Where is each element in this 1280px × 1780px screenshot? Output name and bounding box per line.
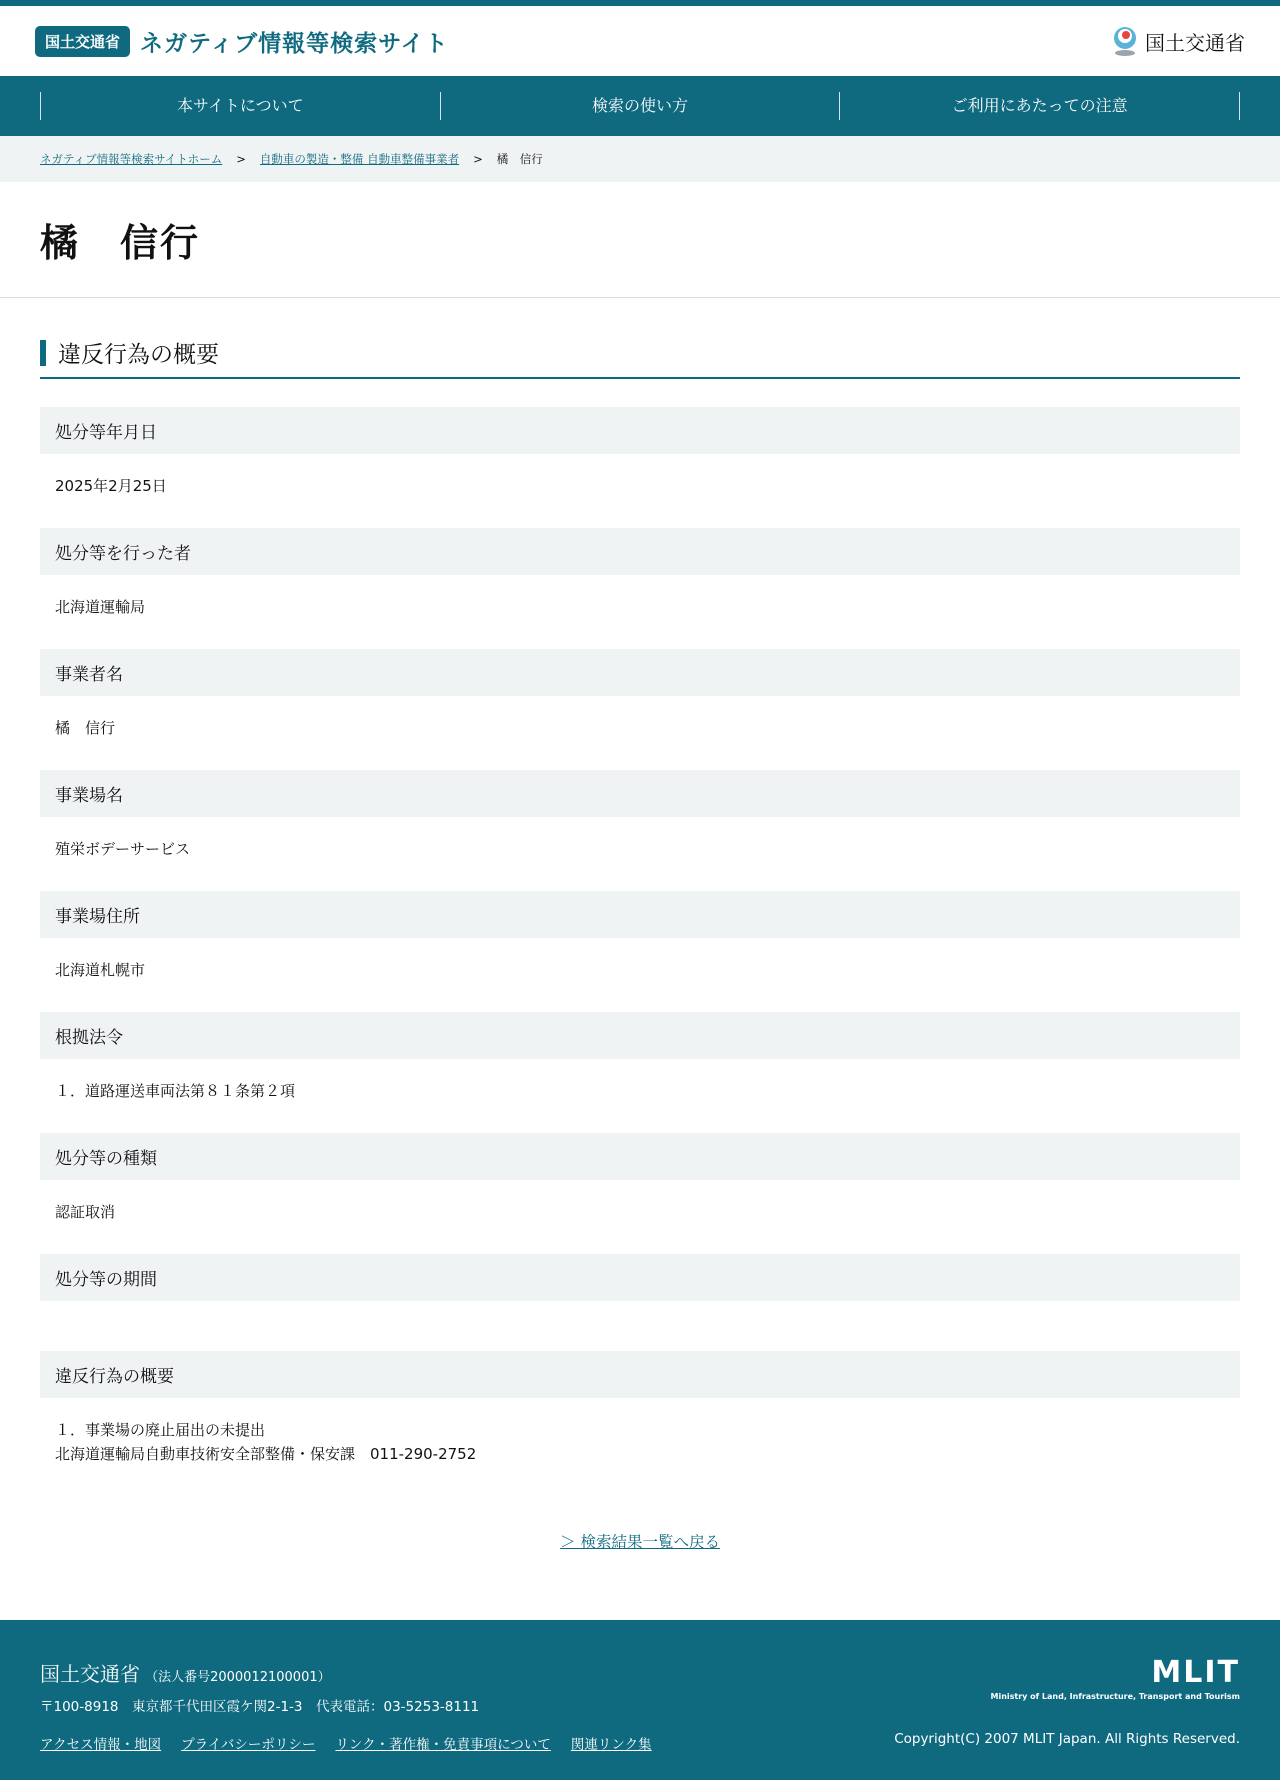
footer-address: 〒100-8918 東京都千代田区霞ケ関2-1-3 代表電話：03-5253-8111	[40, 1699, 480, 1715]
footer-info	[40, 1658, 652, 1780]
ministry-logo[interactable]	[1111, 25, 1245, 57]
site-footer	[0, 1620, 1280, 1780]
footer-branding	[894, 1655, 1240, 1780]
nav-item-about[interactable]: 本サイトについて	[40, 92, 440, 120]
breadcrumb-home-link[interactable]: ネガティブ情報等検索サイトホーム	[40, 152, 223, 166]
global-nav	[0, 76, 1280, 136]
field-value-legal-basis: １．道路運送車両法第８１条第２項	[55, 1082, 296, 1100]
field-value-disposition-date: 2025年2月25日	[55, 477, 167, 495]
breadcrumb	[0, 136, 1280, 182]
mlit-wordmark-logo: MLIT	[1151, 1655, 1240, 1690]
field-label-disposition-type: 処分等の種類	[40, 1133, 1240, 1180]
breadcrumb-current: 橘 信行	[496, 152, 543, 166]
back-to-results-link[interactable]: ＞ 検索結果一覧へ戻る	[560, 1533, 720, 1551]
field-value-violation-summary	[40, 1398, 1240, 1492]
site-title: ネガティブ情報等検索サイト	[140, 30, 449, 57]
footer-link-access[interactable]: アクセス情報・地図	[40, 1737, 162, 1753]
breadcrumb-category-link[interactable]: 自動車の製造・整備 自動車整備事業者	[259, 152, 460, 166]
field-label-business-name: 事業者名	[40, 649, 1240, 696]
main-content	[0, 298, 1280, 1552]
field-label-site-name: 事業場名	[40, 770, 1240, 817]
field-label-disposition-period: 処分等の期間	[40, 1254, 1240, 1301]
page-title-area	[0, 182, 1280, 298]
field-value-issuer: 北海道運輸局	[55, 598, 146, 616]
field-label-violation-summary: 違反行為の概要	[40, 1351, 1240, 1398]
info-list	[40, 407, 1240, 1492]
footer-org-name: 国土交通省	[40, 1662, 140, 1686]
field-value-disposition-period	[40, 1301, 1240, 1351]
breadcrumb-separator: >	[473, 152, 483, 166]
violation-contact-line: 北海道運輸局自動車技術安全部整備・保安課 011-290-2752	[55, 1445, 477, 1463]
field-value-business-name: 橘 信行	[55, 719, 116, 737]
field-value-site-address: 北海道札幌市	[55, 961, 146, 979]
footer-link-copyright[interactable]: リンク・著作権・免責事項について	[335, 1737, 551, 1753]
ministry-logo-text: 国土交通省	[1145, 30, 1245, 55]
footer-corporate-number: （法人番号2000012100001）	[145, 1670, 331, 1685]
footer-links	[40, 1733, 652, 1753]
field-label-site-address: 事業場住所	[40, 891, 1240, 938]
site-brand[interactable]	[35, 25, 449, 58]
field-label-disposition-date: 処分等年月日	[40, 407, 1240, 454]
nav-item-notes[interactable]: ご利用にあたっての注意	[839, 92, 1240, 120]
footer-link-privacy[interactable]: プライバシーポリシー	[181, 1737, 316, 1753]
ministry-badge: 国土交通省	[35, 26, 130, 57]
field-value-site-name: 殖栄ボデーサービス	[55, 840, 191, 858]
field-label-issuer: 処分等を行った者	[40, 528, 1240, 575]
section-heading	[40, 336, 1240, 379]
footer-org-line	[40, 1658, 652, 1687]
breadcrumb-separator: >	[236, 152, 246, 166]
field-label-legal-basis: 根拠法令	[40, 1012, 1240, 1059]
footer-link-related[interactable]: 関連リンク集	[570, 1737, 652, 1753]
page-title: 橘 信行	[40, 221, 201, 265]
field-value-disposition-type: 認証取消	[55, 1203, 116, 1221]
ministry-emblem-icon	[1111, 25, 1139, 57]
nav-item-how-to-search[interactable]: 検索の使い方	[440, 92, 840, 120]
mlit-wordmark-subtitle: Ministry of Land, Infrastructure, Transport and Tourism	[990, 1692, 1240, 1701]
site-header	[0, 6, 1280, 76]
back-link-area	[40, 1530, 1240, 1552]
section-heading-bar	[40, 340, 46, 366]
copyright-text: Copyright(C) 2007 MLIT Japan. All Rights Reserved.	[894, 1731, 1240, 1747]
section-heading-text: 違反行為の概要	[58, 342, 219, 368]
violation-summary-line: １．事業場の廃止届出の未提出	[55, 1421, 266, 1439]
